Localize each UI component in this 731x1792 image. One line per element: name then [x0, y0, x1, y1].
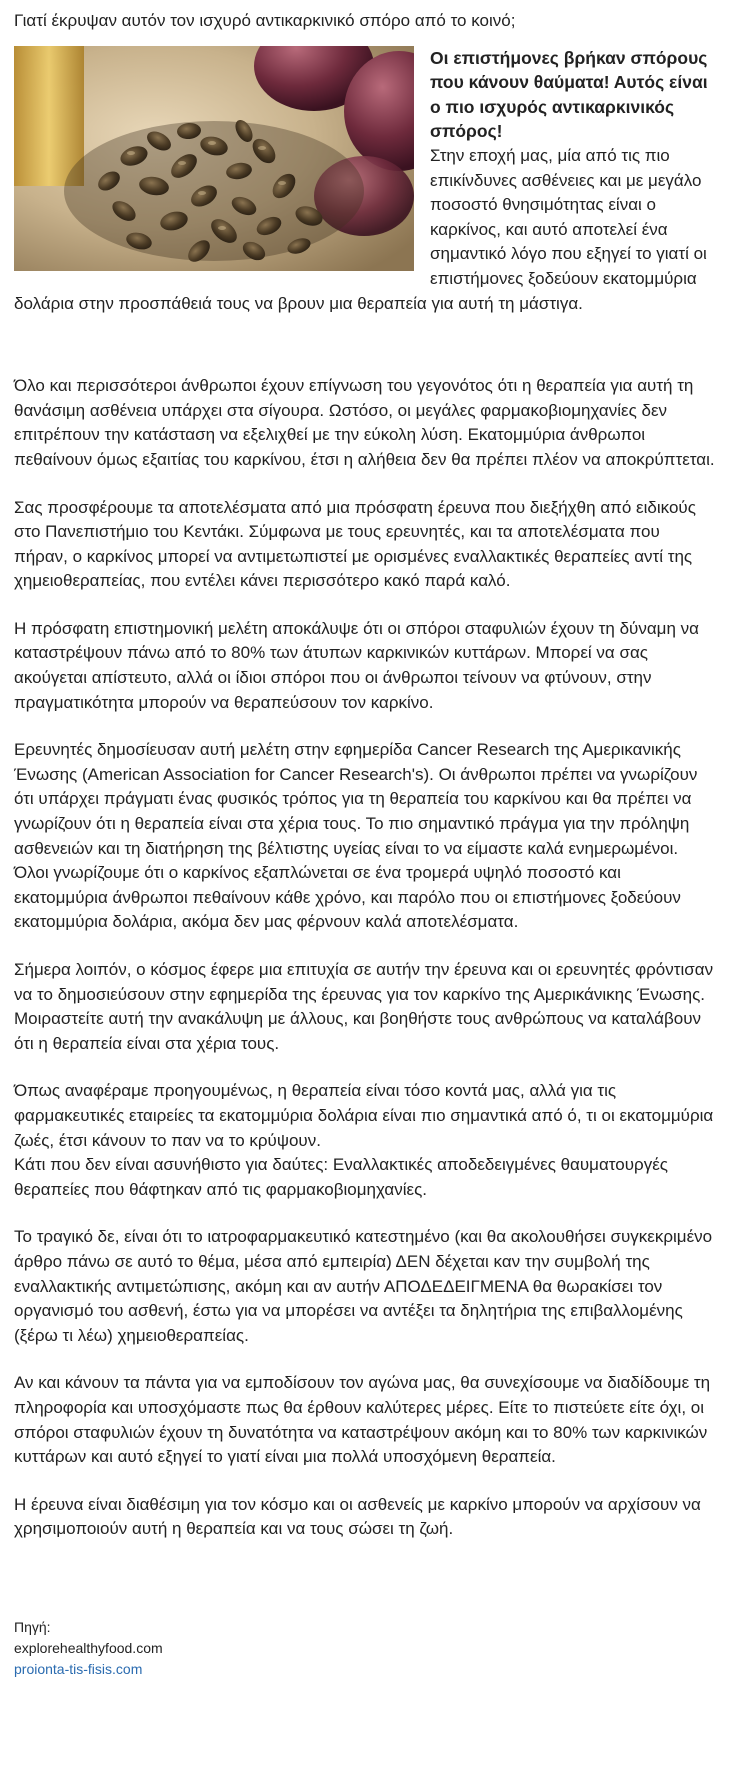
lead-text: Στην εποχή μας, μία από τις πιο επικίνδυνες ασθένειες και με μεγάλο ποσοστό θνησιμότητας είναι ο καρκίνος, και αυτό αποτελεί ένα σημαντικό λόγο που εξηγεί το γιατί οι επιστήμονες ξοδεύουν εκατομμύρια δολάρια στην προσπάθειά τους να βρουν μια θεραπεία για αυτή τη μάστιγα.: [14, 145, 707, 313]
paragraph: Σας προσφέρουμε τα αποτελέσματα από μια πρόσφατη έρευνα που διεξήχθη από ειδικούς στο Πανεπιστήμιο του Κεντάκι. Σύμφωνα με τους ερευνητές, και τα αποτελέσματα που πήραν, ο καρκίνος μπορεί να αντιμετωπιστεί με ορισμένες εναλλακτικές θεραπείες αντί της χημειοθεραπείας, που εντέλει κάνει περισσότερο κακό παρά καλό.: [14, 497, 696, 591]
grape-seeds-photo: [14, 46, 414, 271]
source-text: explorehealthyfood.com: [14, 1639, 163, 1656]
paragraph: Η έρευνα είναι διαθέσιμη για τον κόσμο και οι ασθενείς με καρκίνο μπορούν να αρχίσουν να χρησιμοποιούν αυτή η θεραπεία και να τους σώσει τη ζωή.: [14, 1494, 701, 1539]
paragraph: Η πρόσφατη επιστημονική μελέτη αποκάλυψε ότι οι σπόροι σταφυλιών έχουν τη δύναμη να καταστρέψουν πάνω από το 80% των άτυπων καρκινικών κυττάρων. Μπορεί να σας ακούγεται απίστευτο, αλλά οι ίδιοι σπόροι που οι άνθρωποι τείνουν να φτύνουν, στην πραγματικότητα μπορούν να θεραπεύσουν τον καρκίνο.: [14, 618, 699, 712]
intro-question: Γιατί έκρυψαν αυτόν τον ισχυρό αντικαρκινικό σπόρο από το κοινό;: [14, 11, 516, 30]
source-label: Πηγή:: [14, 1618, 51, 1635]
source-link[interactable]: proionta-tis-fisis.com: [14, 1660, 143, 1677]
paragraph: Ερευνητές δημοσίευσαν αυτή μελέτη στην εφημερίδα Cancer Research της Αμερικανικής Ένωσης (American Association for Cancer Research's). Οι άνθρωποι πρέπει να γνωρίζουν ότι υπάρχει πράγματι ένας φυσικός τρόπος για τη θεραπεία του καρκίνου και θα πρέπει να γνωρίζουν ότι η θεραπεία είναι στα χέρια τους. Το πιο σημαντικό πράγμα για την πρόληψη ασθενειών και τη διατήρηση της βέλτιστης υγείας είναι το να είμαστε καλά ενημερωμένοι. Όλοι γνωρίζουμε ότι ο καρκίνος εξαπλώνεται σε ένα τρομερά υψηλό ποσοστό και εκατομμύρια άνθρωποι πεθαίνουν κάθε χρόνο, και παρόλο που οι επιστήμονες ξοδεύουν εκατομμύρια δολάρια, ακόμα δεν μας φέρνουν καλά αποτελέσματα.: [14, 740, 698, 932]
lead-section: [14, 46, 717, 317]
paragraph: Σήμερα λοιπόν, ο κόσμος έφερε μια επιτυχία σε αυτήν την έρευνα και οι ερευνητές φρόντισαν να το δημοσιεύσουν στην εφημερίδα της έρευνας για τον καρκίνο της Αμερικάνικης Ένωσης. Μοιραστείτε αυτή την ανακάλυψη με άλλους, και βοηθήστε τους ανθρώπους να καταλάβουν ότι η θεραπεία είναι στα χέρια τους.: [14, 960, 714, 1053]
paragraph: Αν και κάνουν τα πάντα για να εμποδίσουν τον αγώνα μας, θα συνεχίσουμε να διαδίδουμε τη πληροφορία και υποσχόμαστε πως θα έρθουν καλύτερες μέρες. Είτε το πιστεύετε είτε όχι, οι σπόροι σταφυλιών έχουν τη δυνατότητα να καταστρέψουν ακόμη και το 80% των καρκινικών κυττάρων και αυτό εξηγεί το γιατί είναι μια πολλά υποσχόμενη θεραπεία.: [14, 1373, 711, 1467]
paragraph: Όλο και περισσότεροι άνθρωποι έχουν επίγνωση του γεγονότος ότι η θεραπεία για αυτή τη θανάσιμη ασθένεια υπάρχει στα σίγουρα. Ωστόσο, οι μεγάλες φαρμακοβιομηχανίες δεν επιτρέπουν την κατάσταση να εξελιχθεί με την εύκολη λύση. Εκατομμύρια άνθρωποι πεθαίνουν όμως εξαιτίας του καρκίνου, έτσι η αλήθεια δεν θα πρέπει πλέον να αποκρύπτεται.: [14, 376, 715, 469]
paragraph: [14, 1079, 717, 1202]
lead-title: Οι επιστήμονες βρήκαν σπόρους που κάνουν θαύματα! Αυτός είναι ο πιο ισχυρός αντικαρκινικός σπόρος!: [430, 47, 708, 142]
paragraph-line: Κάτι που δεν είναι ασυνήθιστο για δαύτες: Εναλλακτικές αποδεδειγμένες θαυματουργές θεραπείες που θάφτηκαν από τις φαρμακοβιομηχανίες.: [14, 1155, 668, 1199]
source-block: [14, 1617, 717, 1680]
paragraph-line: Όπως αναφέραμε προηγουμένως, η θεραπεία είναι τόσο κοντά μας, αλλά για τις φαρμακευτικές εταιρείες τα εκατομμύρια δολάρια είναι πιο σημαντικά από ό, τι οι εκατομμύρια ζωές, έτσι κάνουν το παν να το κρύψουν.: [14, 1081, 714, 1150]
paragraph: Το τραγικό δε, είναι ότι το ιατροφαρμακευτικό κατεστημένο (και θα ακολουθήσει συγκεκριμένο άρθρο πάνω σε αυτό το θέμα, μέσα από εμπειρία) ΔΕΝ δέχεται καν την συμβολή της εναλλακτικής αντιμετώπισης, ακόμη και αν αυτήν ΑΠΟΔΕΔΕΙΓΜΕΝΑ θα θωρακίσει τον οργανισμό του ασθενή, έστω για να μπορέσει να αντέξει τα δηλητήρια της επιβαλλομένης (ξέρω τι λέω) χημειοθεραπείας.: [14, 1227, 713, 1345]
